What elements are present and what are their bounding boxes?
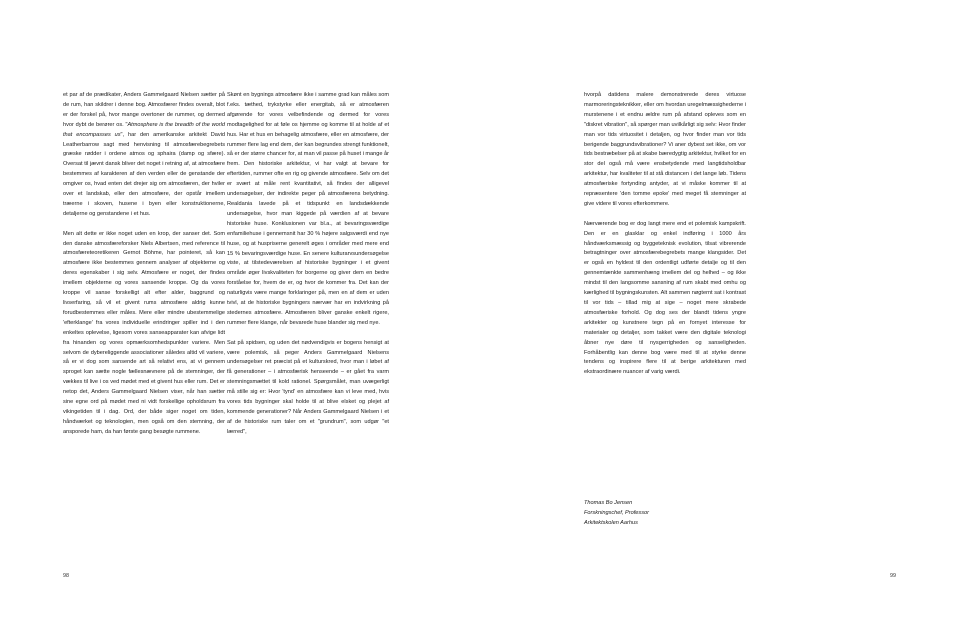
signature-name: Thomas Bo Jensen: [584, 500, 633, 506]
signature-block: [584, 499, 649, 529]
left-page-column-2: [227, 91, 389, 438]
signature-title: Forskningschef, Professor: [584, 509, 649, 516]
paragraph: Skønt en bygnings atmosfære ikke i samme grad kan måles som f.eks. tæthed, trykstyrke eller energitab, så er atmosfæren afgørende for vores velbefindende og dermed for vores modtagelighed for at føle os hjemme og komme til at holde af et hus. Har et hus en behagelig atmosfære, eller en atmosfære, der rummer flere lag end dem, der kan begrundes strengt funktionelt, så er der større chancer for, at man vil passe på huset i mange år frem. Den historiske arkitektur, vi har valgt at bevare for eftertiden, rummer ofte en rig og givende atmosfære. Selv om det er svært at måle rent kvantitativt, så findes der alligevel undersøgelser, der indirekte peger på atmosfærens betydning. Realdania lavede på et tidspunkt en landsdækkende undersøgelse, hvor man kiggede på værdien af at bevare historiske huse. Konklusionen var bl.a., at bevaringsværdige enfamiliehuse i gennemsnit har 30 % højere salgsværdi end nye huse, og at huspriserne generelt øges i områder med mere end 15 % bevaringsværdige huse. En senere kulturarvsundersøgelse viste, at tilstedeværelsen af historiske bygninger i et givent område øger livskvaliteten for borgerne og giver dem en bedre forståelse for, hvem de er, og hvor de kommer fra. Det kan der naturligvis være mange forklaringer på, men en af dem er uden tvivl, at de historiske bygningers nærvær har en indvirkning på stedernes atmosfære. Atmosfæren bliver ganske enkelt rigere, rummer flere klange, når bevarede huse blander sig med nye.: [227, 92, 389, 326]
paragraph: Nærværende bog er dog langt mere end et polemisk kampskrift. Den er en glasklar og enkel indføring i 1000 års håndværksmæssig og byggeteknisk evolution, tilsat vibrerende betragtninger over atmosfærebegrebets mange klangsider. Det er også en hyldest til den ordentligt udførte detalje og til den gennemtænkte sammenhæng imellem del og helhed – og ikke mindst til den langsomme sansning af rum skabt med omhu og kærlighed til bygningskunsten. Alt sammen nøgternt sat i kontrast til vor tids – tillad mig at sige – noget mere skrabede atmosfæriske forhold. Og dog ses der blandt tidens yngre arkitekter og kunstnere tegn på en fornyet interesse for materialer og detaljer, som takket være den digitale teknologi åbner nye døre til nysgerrigheden og sanseligheden. Forhåbentlig kan denne bog være med til at styrke denne tendens og inspirere flere til at berige arkitekturen med ekstraordinære nuancer af varig værdi.: [584, 220, 746, 376]
paragraph: Sat på spidsen, og uden det nødvendigvis er bogens hensigt at være polemisk, så peger Anders Gammelgaard Nielsens undersøgelser ret præcist på et kulturskred, hvor man i løbet af få generationer – i atmosfærisk henseende – er gået fra varm stemningsmættet til kold rationel. Spørgsmålet, man uvægerligt må stille sig er: Hvor 'tynd' en atmosfære kan vi leve med, hvis vores tids bygninger skal holde til at blive elsket og plejet af kommende generationer? Når Anders Gammelgaard Nielsen i et af de historiske rum taler om et "grundrum", som udgør "et lærred",: [227, 339, 389, 435]
paragraph: et par af de prædikater, Anders Gammelgaard Nielsen sætter på de rum, han skildrer i denne bog. Atmosfærer findes overalt, blot er der forskel på, hvor mange overtoner de rummer, og dermed hvor dybt de berører os. "Atmosphere is the breadth of the world that encompasses us", har den amerikanske arkitekt David Leatherbarrow sagt med henvisning til atmosfærebegrebets græske rødder i ordene atmos og sphaira (damp og sfære). Oversat til jævnt dansk bliver det noget i retning af, at atmosfære bestemmes af karakteren af den verden eller de genstande der omgiver os, hvad enten det drejer sig om atmosfæren, der hviler over et landskab, eller den atmosfære, der opstår imellem træerne i skoven, husene i byen eller konstruktionerne, detaljerne og genstandene i et hus.: [63, 92, 226, 217]
paragraph: Men alt dette er ikke noget uden en krop, der sanser det. Som den danske atmosfæreforsker Niels Albertsen, med reference til atmosfæreteoretikeren Gernot Böhme, har pointeret, så kan atmosfære ikke bestemmes gennem analyser af objekterne og deres egenskaber i sig selv. Atmosfære er noget, der findes imellem objekterne og vores sansende kroppe. Og da vores kroppe vil sanse forskelligt alt efter alder, baggrund og livserfaring, så vil et givent rums atmosfære aldrig kunne forudbestemmes eller måles. Mere eller mindre ubestemmelige 'efterklange' fra vores individuelle erindringer spiller ind i den enkeltes oplevelse, ligesom vores sanseapparater kan afvige lidt fra hinanden og vores opmærksomhedspunkter variere. Men selvom de dybereliggende associationer således altid vil variere, så er vi dog som sansende art så relativt ens, at vi gennem sproget kan sætte nogle fællesnævnere på de stemninger, der vækkes til live i os ved mødet med et givent hus eller rum. Det er netop det, Anders Gammelgaard Nielsen viser, når han sætter sine egne ord på mødet med ni vidt forskellige opholdsrum fra vikingetiden til i dag. Ord, der både siger noget om tiden, håndværket og teknologien, men også om den stemning, der ansporede ham, da han første gang besøgte rummene.: [63, 230, 225, 435]
signature-institution: Arkitektskolen Aarhus: [584, 519, 638, 526]
right-page-column-1: [584, 91, 746, 378]
page-number-left: 98: [63, 573, 69, 579]
page-number-right: 99: [890, 573, 896, 579]
italic-quote: Atmosphere is the breadth of the world that encompasses us: [63, 121, 225, 138]
left-page-column-1: [63, 91, 225, 438]
paragraph: hvorpå datidens malere demonstrerede deres virtuose marmoreringsteknikker, eller om hvordan uregelmæssighederne i murstenene i et endnu ældre rum på afstand opleves som en "diskret vibration", så spørger man uvilkårligt sig selv: Hvor finder man vor tids virtuositet i detaljen, og hvor finder man vor tids berigende baggrundsvibrationer? Vi aner dybest set ikke, om vor tids bestræbelser på at skabe bæredygtig arkitektur, hvilket for en stor del også må være ensbetydende med langtidsholdbar arkitektur, har kvaliteter til at stå distancen i det lange løb. Tidens atmosfæriske fortynding antyder, at vi måske kommer til at repræsentere 'den tomme epoke' med meget få stemninger at give videre til vores efterkommere.: [584, 92, 746, 207]
